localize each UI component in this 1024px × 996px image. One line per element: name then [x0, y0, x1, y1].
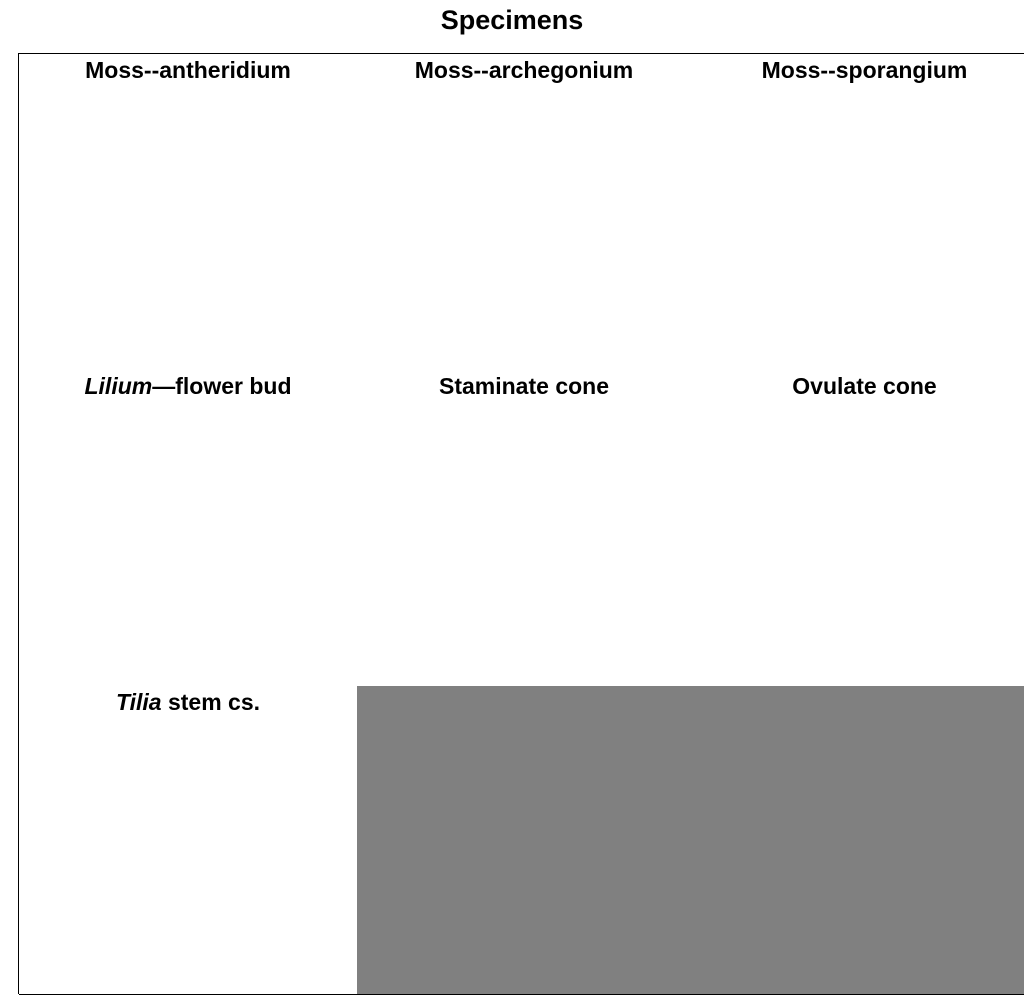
- shaded-cell: [357, 686, 692, 995]
- cell-label-rest: —flower bud: [152, 373, 292, 399]
- cell-label-rest: stem cs.: [161, 689, 261, 715]
- specimens-table: [18, 53, 1024, 994]
- genus-name: Lilium: [84, 373, 153, 399]
- table-cell: [19, 686, 358, 995]
- cell-label-moss-antheridium: Moss--antheridium: [85, 57, 291, 83]
- cell-label-staminate-cone: Staminate cone: [439, 373, 609, 399]
- table-cell: [691, 54, 1024, 371]
- table-cell: [19, 370, 358, 687]
- genus-name: Tilia: [115, 689, 162, 715]
- cell-label-lilium-flower-bud: [19, 370, 357, 400]
- cell-label-tilia-stem: [19, 686, 357, 716]
- shaded-cell: [691, 686, 1024, 995]
- table-cell: [357, 370, 692, 687]
- table-cell: [19, 54, 358, 371]
- table-cell: [691, 370, 1024, 687]
- table-cell: [357, 54, 692, 371]
- cell-label-moss-sporangium: Moss--sporangium: [761, 57, 968, 83]
- page-title: Specimens: [440, 5, 584, 35]
- cell-label-ovulate-cone: Ovulate cone: [792, 373, 937, 399]
- cell-label-moss-archegonium: Moss--archegonium: [414, 57, 634, 83]
